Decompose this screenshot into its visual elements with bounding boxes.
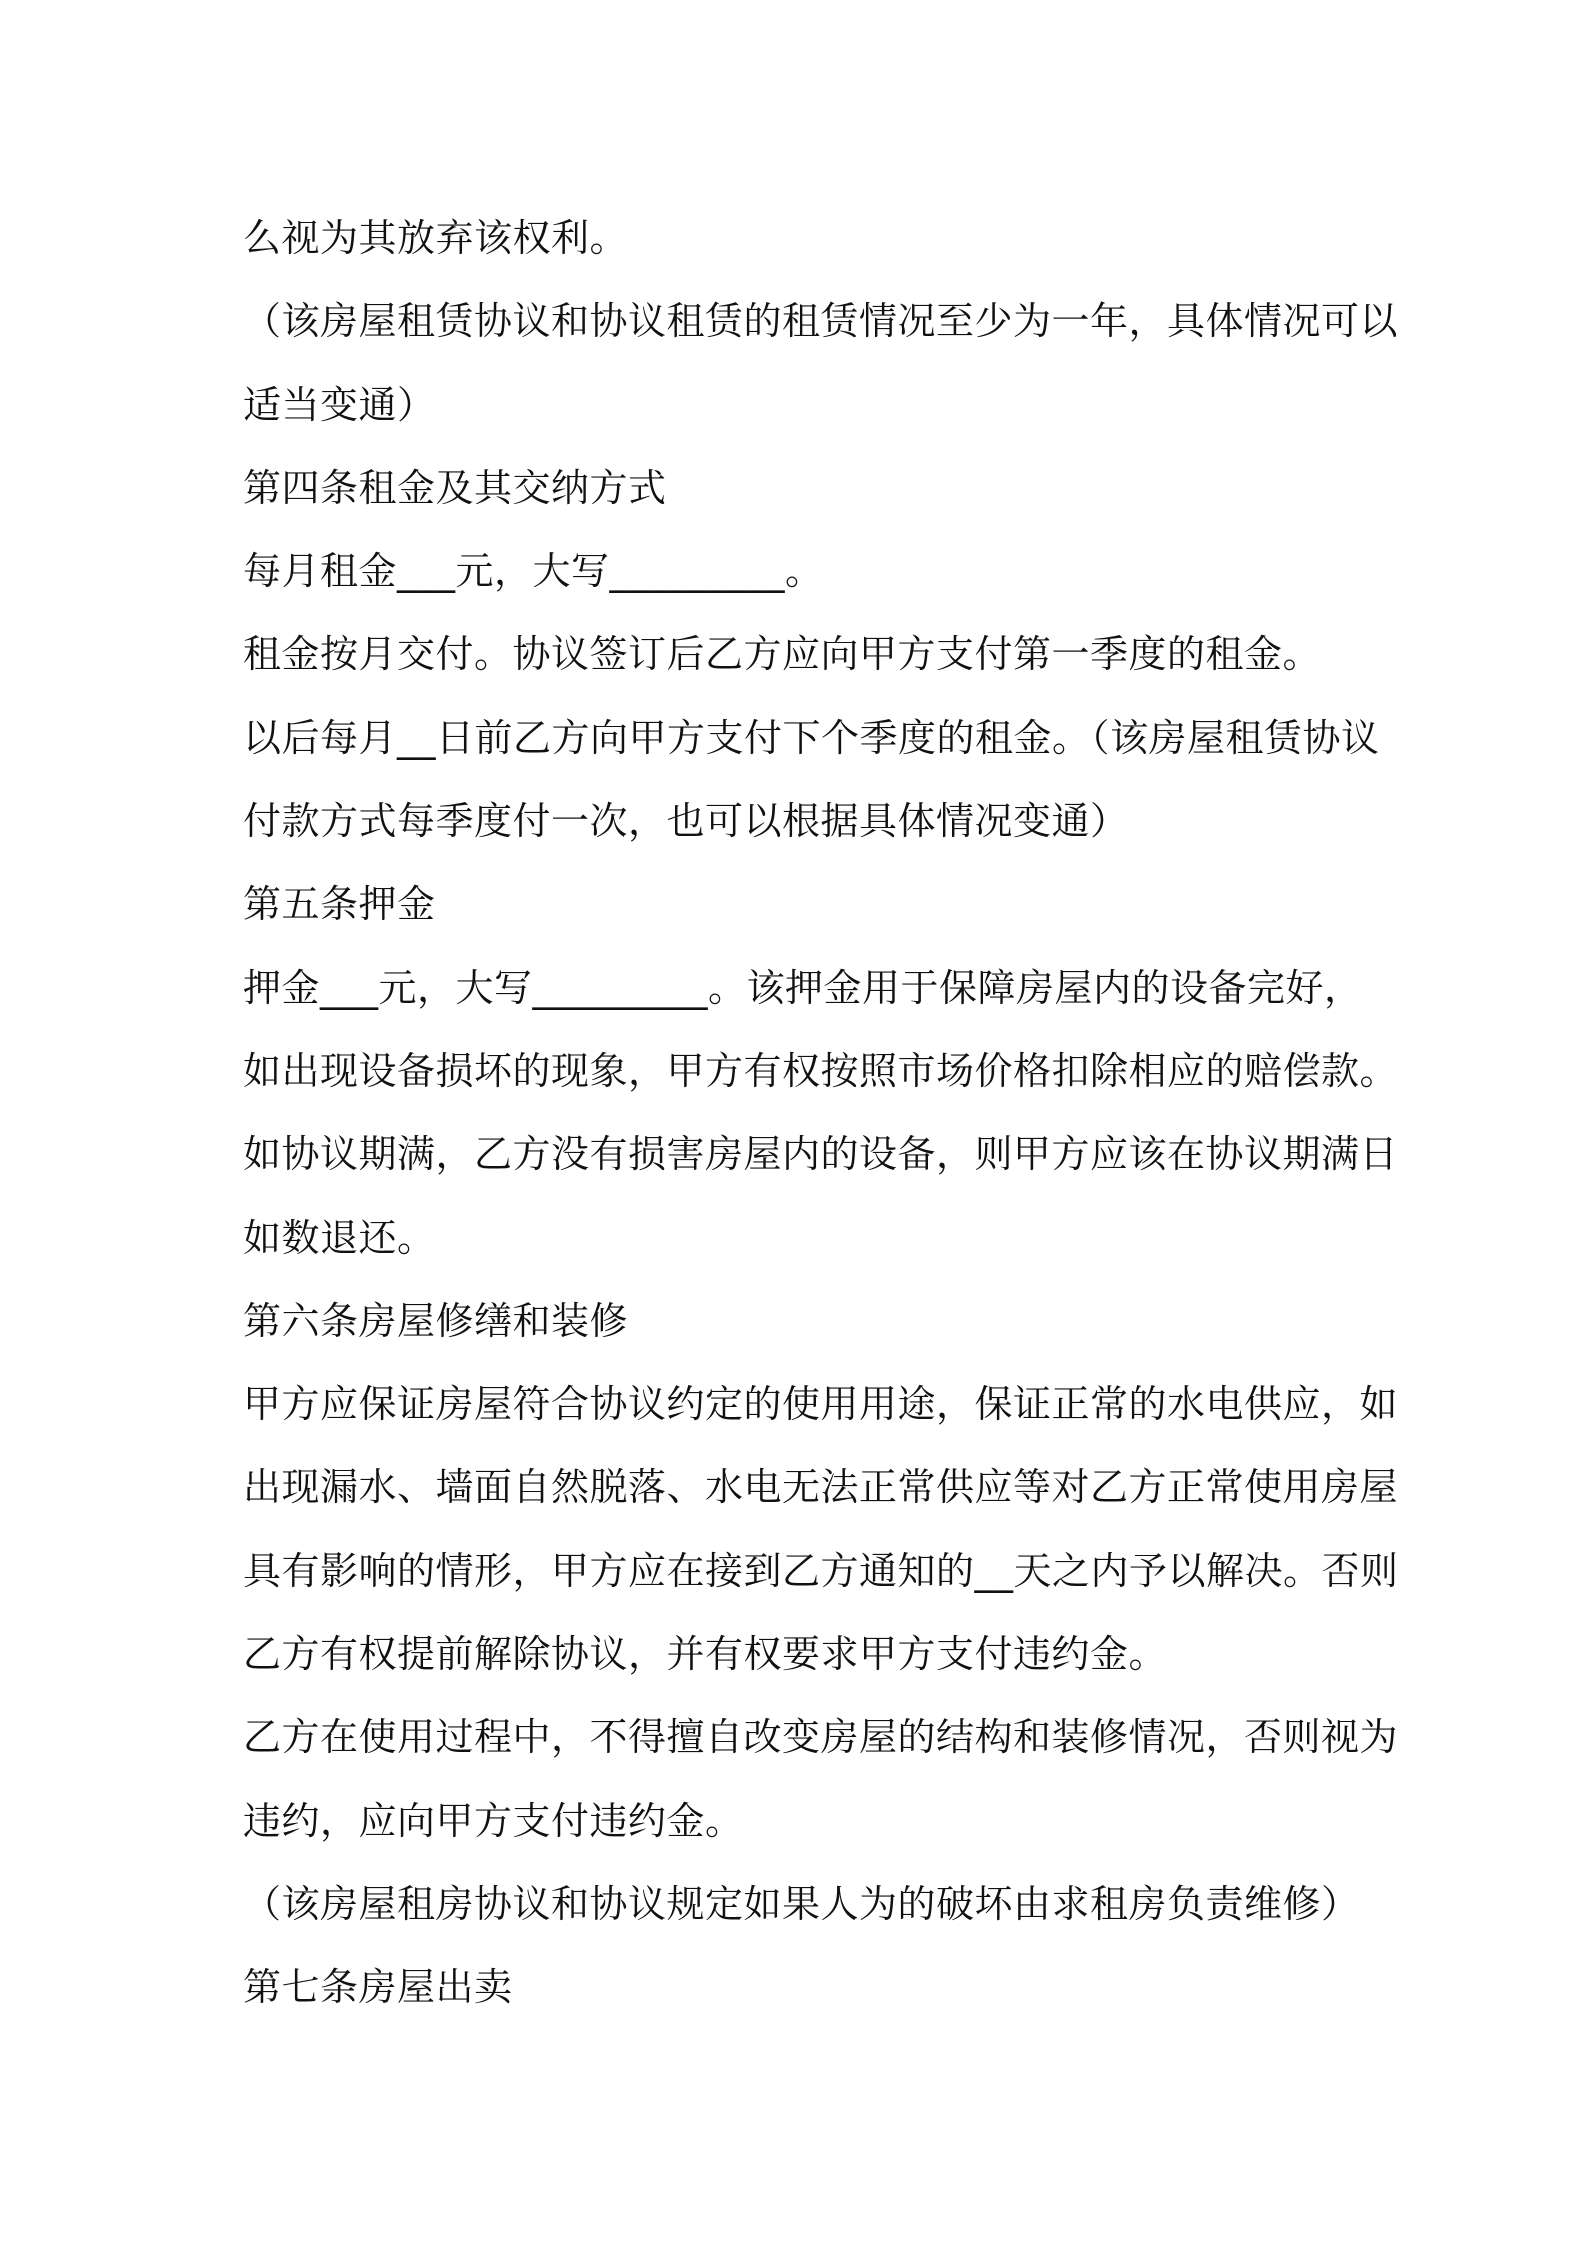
section-heading: 第七条房屋出卖: [243, 1965, 513, 2010]
text-line: 以后每月__日前乙方向甲方支付下个季度的租金。（该房屋租赁协议: [243, 715, 1380, 760]
text-line: 出现漏水、墙面自然脱落、水电无法正常供应等对乙方正常使用房屋: [243, 1465, 1399, 1510]
text-line: 乙方有权提前解除协议，并有权要求甲方支付违约金。: [243, 1632, 1168, 1677]
text-line: 具有影响的情形，甲方应在接到乙方通知的__天之内予以解决。否则: [243, 1548, 1399, 1593]
text-line: 违约，应向甲方支付违约金。: [243, 1798, 744, 1843]
text-line: 租金按月交付。协议签订后乙方应向甲方支付第一季度的租金。: [243, 632, 1322, 677]
text-line: 适当变通）: [243, 382, 436, 427]
text-line: 如数退还。: [243, 1215, 436, 1260]
text-line: 乙方在使用过程中，不得擅自改变房屋的结构和装修情况，否则视为: [243, 1715, 1399, 1760]
text-line: 甲方应保证房屋符合协议约定的使用用途，保证正常的水电供应，如: [243, 1382, 1399, 1427]
text-line: （该房屋租房协议和协议规定如果人为的破坏由求租房负责维修）: [243, 1881, 1360, 1926]
text-line: 如协议期满，乙方没有损害房屋内的设备，则甲方应该在协议期满日: [243, 1132, 1399, 1177]
text-line: 每月租金___元，大写_________。: [243, 549, 824, 594]
section-heading: 第五条押金: [243, 882, 436, 927]
text-line: （该房屋租赁协议和协议租赁的租赁情况至少为一年，具体情况可以: [243, 299, 1399, 344]
document-body: [243, 197, 1399, 2030]
section-heading: 第六条房屋修缮和装修: [243, 1298, 629, 1343]
text-line: 付款方式每季度付一次，也可以根据具体情况变通）: [243, 799, 1129, 844]
text-line: 如出现设备损坏的现象，甲方有权按照市场价格扣除相应的赔偿款。: [243, 1048, 1399, 1093]
section-heading: 第四条租金及其交纳方式: [243, 465, 667, 510]
text-line: 押金___元，大写_________。该押金用于保障房屋内的设备完好，: [243, 965, 1363, 1010]
text-line: 么视为其放弃该权利。: [243, 216, 629, 260]
